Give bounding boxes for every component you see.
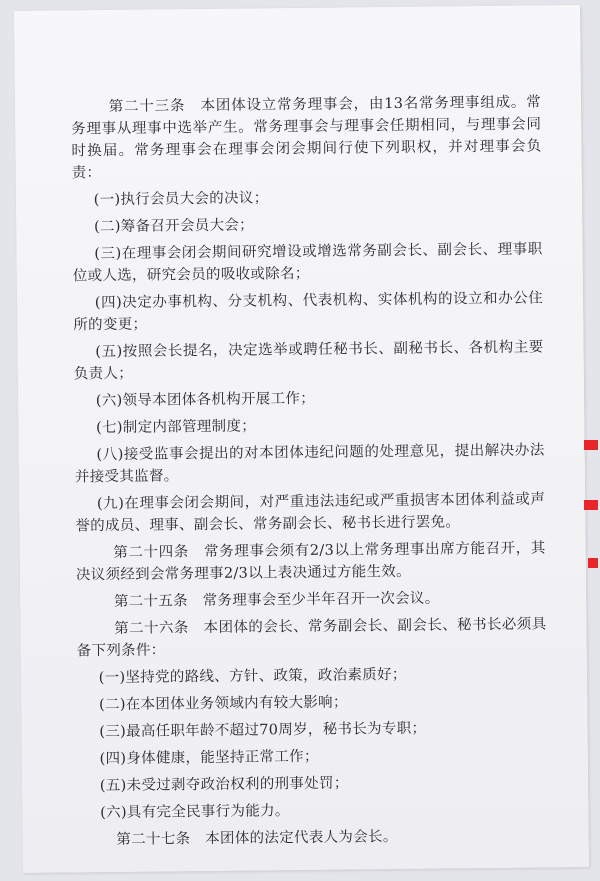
article-23-item-8: (八)接受监事会提出的对本团体违纪问题的处理意见，提出解决办法并接受其监督。 (74, 442, 545, 486)
red-stamp-edge (582, 430, 600, 590)
article-26: 第二十六条 本团体的会长、常务副会长、副会长、秘书长必须具备下列条件： (76, 616, 547, 660)
article-23-item-1: (一)执行会员大会的决议； (93, 190, 269, 209)
article-26-item-1: (一)坚持党的路线、方针、政策，政治素质好； (98, 666, 407, 687)
article-25: 第二十五条 常务理事会至少半年召开一次会议。 (113, 590, 440, 610)
article-26-item-4: (四)身体健康，能坚持正常工作； (99, 748, 319, 768)
article-26-item-2: (二)在本团体业务领域内有较大影响； (98, 694, 348, 714)
article-26-item-3: (三)最高任职年龄不超过70周岁，秘书长为专职； (99, 720, 427, 741)
article-23-item-5: (五)按照会长提名，决定选举或聘任秘书长、副秘书长、各机构主要负责人； (73, 339, 544, 383)
article-26-item-6: (六)具有完全民事行为能力。 (100, 803, 290, 822)
article-23-item-4: (四)决定办事机构、分支机构、代表机构、实体机构的设立和办公住所的变更； (73, 290, 544, 334)
article-23-item-6: (六)领导本团体各机构开展工作； (95, 390, 316, 410)
red-mark (584, 440, 598, 450)
article-27: 第二十七条 本团体的法定代表人为会长。 (116, 828, 398, 848)
article-23: 第二十三条 本团体设立常务理事会，由13名常务理事组成。常务理事从理事中选举产生。常务理事会与理事会任期相同，与理事会同时换届。常务理事会在理事会闭会期间行使下列职权，并对理事会负责： (71, 94, 542, 182)
article-23-item-3: (三)在理事会闭会期间研究增设或增选常务副会长、副会长、理事职位或人选，研究会员的吸收或除名； (72, 241, 543, 285)
article-23-item-2: (二)筹备召开会员大会； (93, 217, 255, 236)
red-mark (588, 558, 598, 568)
article-24: 第二十四条 常务理事会须有2/3以上常务理事出席方能召开，其决议须经到会常务理事2/3以上表决通过方能生效。 (75, 540, 546, 584)
document-body (71, 91, 549, 856)
article-23-item-7: (七)制定内部管理制度； (96, 418, 257, 437)
article-26-item-5: (五)未受过剥夺政治权利的刑事处罚； (99, 775, 349, 795)
article-23-item-9: (九)在理事会闭会期间，对严重违法违纪或严重损害本团体利益或声誉的成员、理事、副会长、常务副会长、秘书长进行罢免。 (75, 491, 546, 535)
document-page (14, 5, 589, 873)
red-mark (584, 500, 598, 510)
